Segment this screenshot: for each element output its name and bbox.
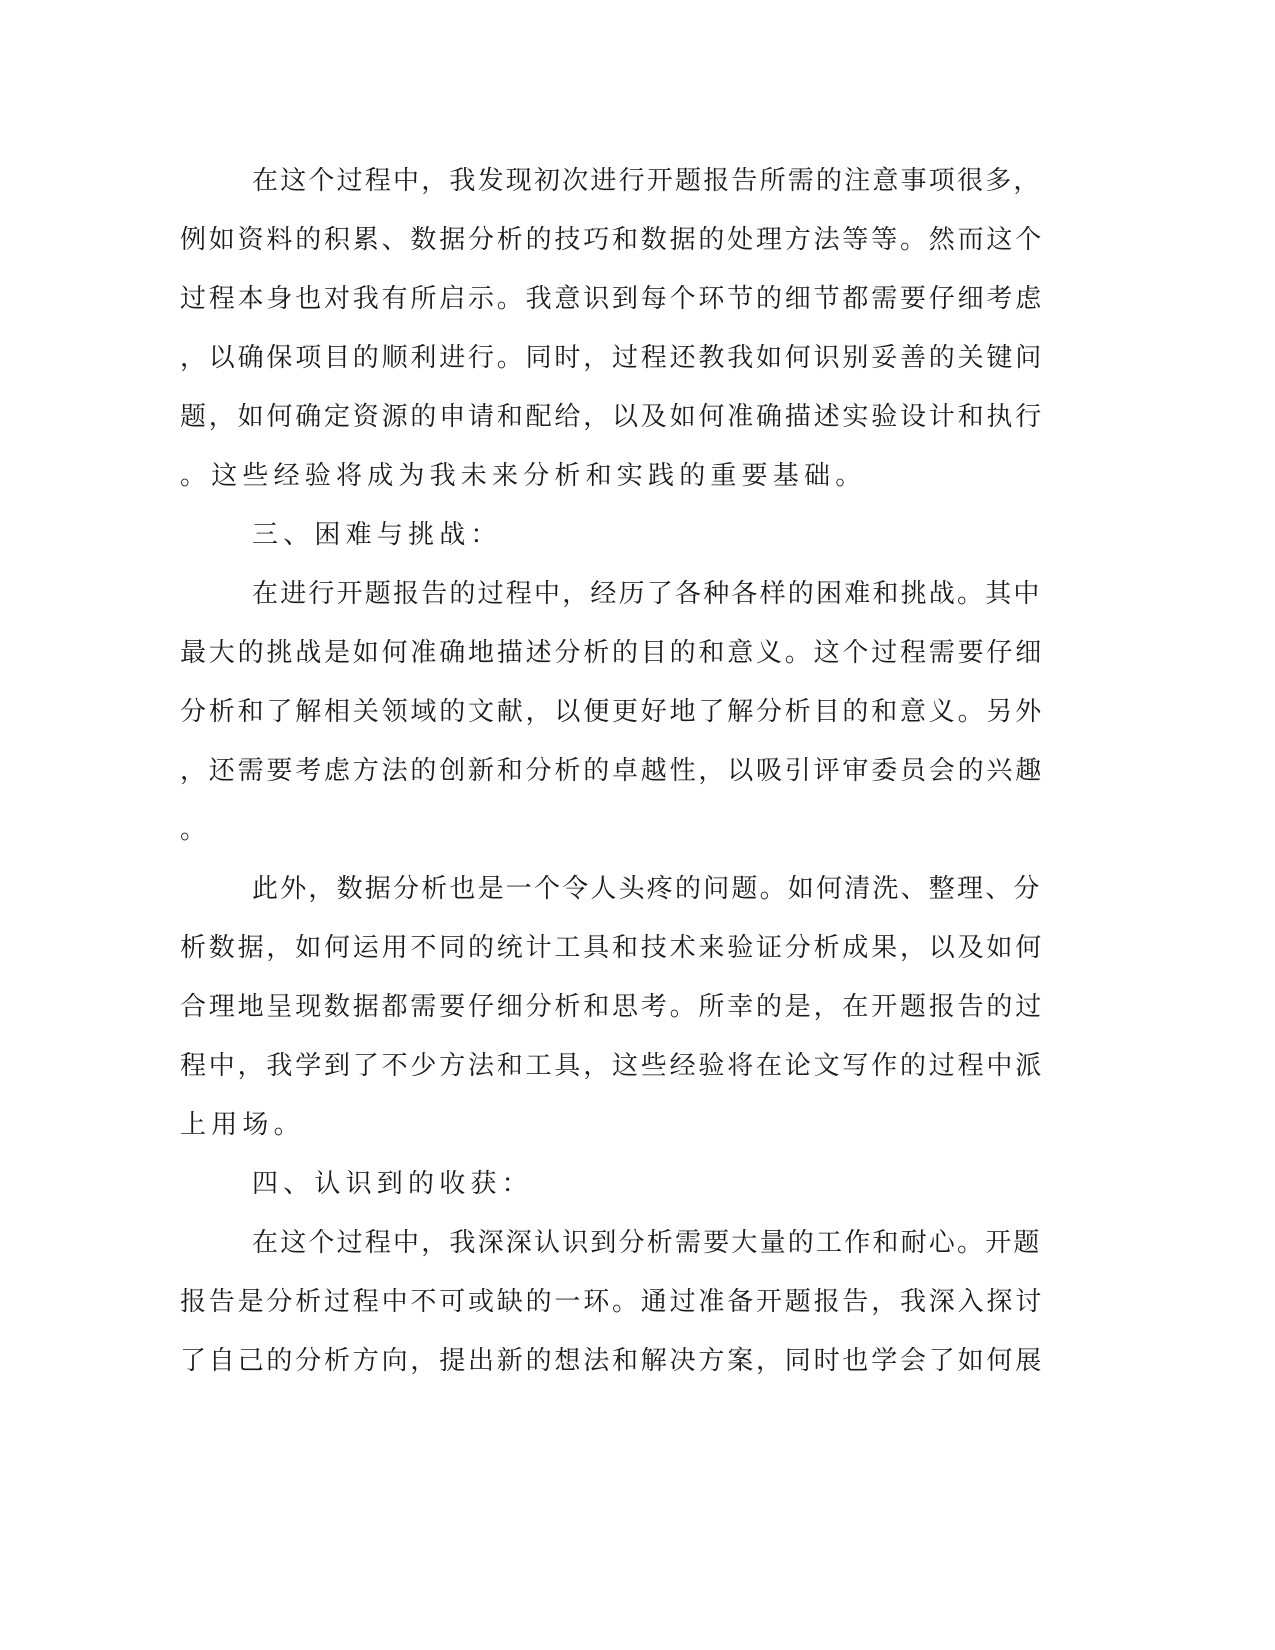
section-heading: 四、认识到的收获： <box>252 1169 533 1199</box>
text-line: 报告是分析过程中不可或缺的一环。通过准备开题报告，我深入探讨 <box>180 1287 1045 1317</box>
section-heading: 三、困难与挑战： <box>252 520 502 550</box>
text-line: 程中，我学到了不少方法和工具，这些经验将在论文写作的过程中派 <box>180 1051 1045 1081</box>
text-line: 了自己的分析方向，提出新的想法和解决方案，同时也学会了如何展 <box>180 1346 1045 1376</box>
text-line: 析数据，如何运用不同的统计工具和技术来验证分析成果，以及如何 <box>180 933 1045 963</box>
text-line: 此外，数据分析也是一个令人头疼的问题。如何清洗、整理、分 <box>252 874 1042 904</box>
text-line: 最大的挑战是如何准确地描述分析的目的和意义。这个过程需要仔细 <box>180 638 1045 668</box>
text-line: ，以确保项目的顺利进行。同时，过程还教我如何识别妥善的关键问 <box>180 343 1045 373</box>
text-line: 在进行开题报告的过程中，经历了各种各样的困难和挑战。其中 <box>252 579 1042 609</box>
text-line: 分析和了解相关领域的文献，以便更好地了解分析目的和意义。另外 <box>180 697 1045 727</box>
text-line: 。这些经验将成为我未来分析和实践的重要基础。 <box>180 461 867 491</box>
text-line: 例如资料的积累、数据分析的技巧和数据的处理方法等等。然而这个 <box>180 225 1045 255</box>
text-line: 过程本身也对我有所启示。我意识到每个环节的细节都需要仔细考虑 <box>180 284 1045 314</box>
text-line: 合理地呈现数据都需要仔细分析和思考。所幸的是，在开题报告的过 <box>180 992 1045 1022</box>
text-line: 。 <box>180 815 212 845</box>
text-line: 在这个过程中，我发现初次进行开题报告所需的注意事项很多， <box>252 166 1042 196</box>
text-line: 在这个过程中，我深深认识到分析需要大量的工作和耐心。开题 <box>252 1228 1042 1258</box>
text-line: 题，如何确定资源的申请和配给，以及如何准确描述实验设计和执行 <box>180 402 1045 432</box>
text-line: ，还需要考虑方法的创新和分析的卓越性，以吸引评审委员会的兴趣 <box>180 756 1045 786</box>
text-line: 上用场。 <box>180 1110 305 1140</box>
